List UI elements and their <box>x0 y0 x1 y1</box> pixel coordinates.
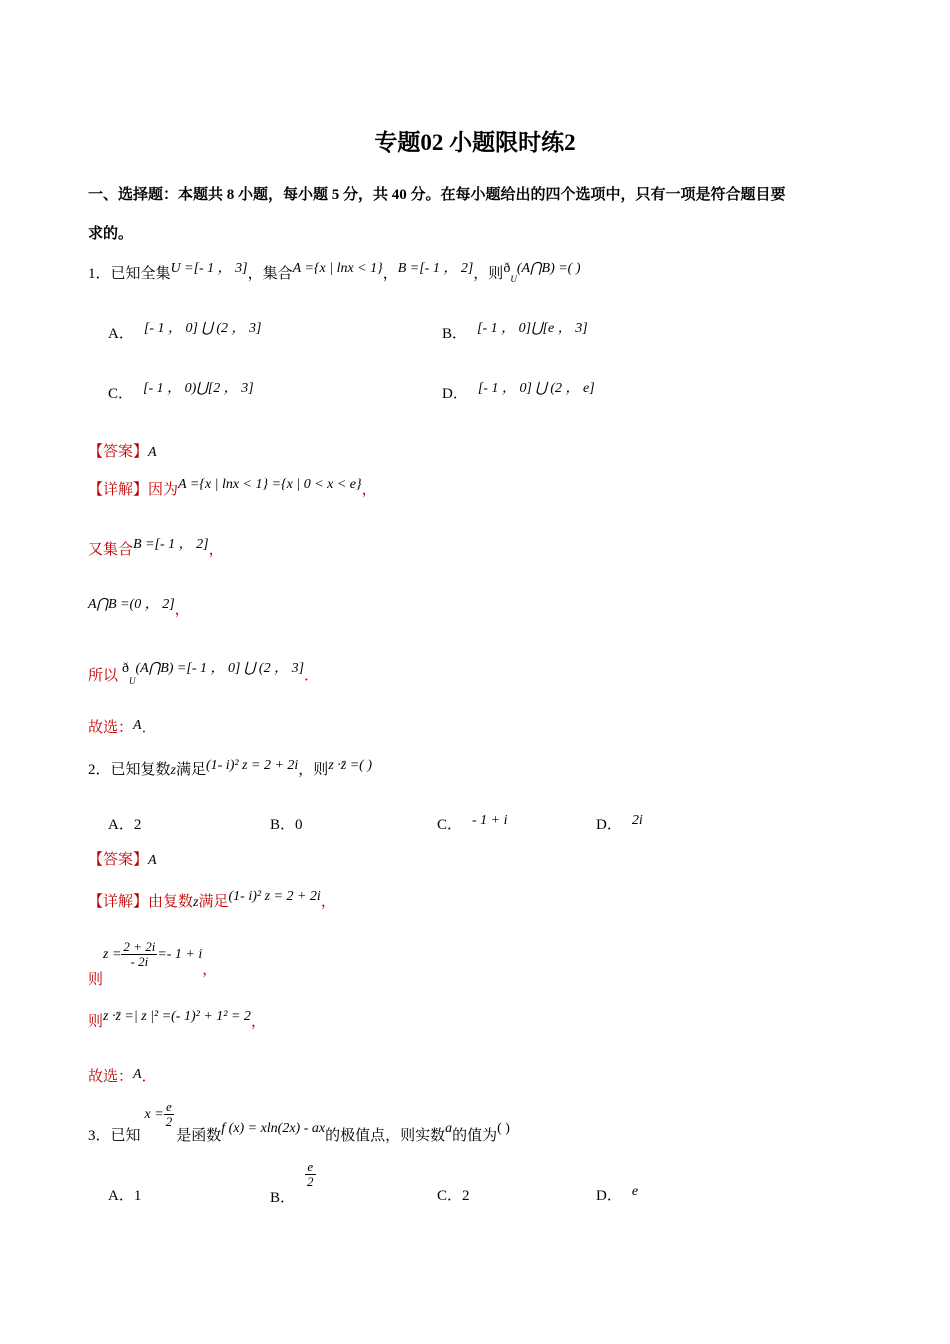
q1-b-set: B =[- 1 ， 2] <box>397 261 474 276</box>
complement-symbol: ð <box>122 661 130 676</box>
detail-label: 【详解】 <box>88 894 149 910</box>
q1-prefix: 1．已知全集 <box>88 266 171 282</box>
q2-detail-line3 <box>88 1010 266 1031</box>
fraction-denominator: - 2i <box>130 954 149 970</box>
fraction-numerator: e <box>305 1160 316 1175</box>
option-value: [- 1 ， 0)⋃[2 ， 3] <box>143 381 254 396</box>
q1-question-expr: (A⋂B) =( ) <box>516 261 581 276</box>
q3-mid1: 是函数 <box>176 1128 222 1145</box>
option-label: D． <box>442 386 468 402</box>
option-value: 2 <box>462 1188 470 1204</box>
answer-label: 【答案】 <box>88 852 149 868</box>
q2-option-b[interactable] <box>270 813 303 834</box>
complement-sub: U <box>129 676 136 686</box>
q3-function: f (x) = xln(2x) - ax <box>221 1121 326 1137</box>
q1-option-d[interactable] <box>442 382 595 403</box>
detail-text: 满足 <box>198 894 229 910</box>
q3-a: a <box>445 1121 453 1137</box>
conclusion-math: A <box>133 1067 142 1082</box>
q3-paren: ( ) <box>497 1121 510 1137</box>
q1-a-set: A ={x | lnx < 1} <box>292 261 383 276</box>
option-value: 2i <box>631 813 643 828</box>
detail-end: ， <box>250 1014 266 1030</box>
option-label: B． <box>442 326 468 342</box>
detail-math: z ·z̄ =| z |² =(- 1)² + 1² = 2 <box>103 1009 251 1024</box>
option-value: 2 <box>133 817 142 833</box>
conclusion-end: ． <box>141 1069 157 1085</box>
page-title: 专题02 小题限时练2 <box>374 130 576 155</box>
option-label: C． <box>437 817 463 833</box>
fraction-numerator: 2 + 2i <box>123 939 156 954</box>
option-value: e <box>631 1184 639 1199</box>
option-fraction <box>305 1160 316 1190</box>
q2-detail-line1 <box>88 890 336 911</box>
detail-end: ， <box>361 482 377 498</box>
option-label: A． <box>108 1188 134 1204</box>
detail-math: (A⋂B) =[- 1 ， 0] ⋃ (2 ， 3] <box>135 661 305 676</box>
detail-fraction <box>121 940 157 970</box>
detail-end: ， <box>174 602 190 618</box>
option-value: [- 1 ， 0] ⋃ (2 ， 3] <box>143 321 262 336</box>
q1-detail-line2 <box>88 538 224 559</box>
q3-prefix: 3．已知 <box>88 1128 141 1145</box>
q2-expr: z ·z̄ =( ) <box>328 758 372 773</box>
section-heading-line2: 求的。 <box>88 226 134 242</box>
detail-text: 则 <box>88 972 104 989</box>
q3-option-b[interactable] <box>270 1159 316 1207</box>
q1-complement-symbol: ð <box>503 261 511 276</box>
q2-detail-line2 <box>88 939 218 989</box>
detail-end: ， <box>320 894 336 910</box>
question-2-stem <box>88 758 372 779</box>
detail-text: 则 <box>88 1014 104 1030</box>
q1-option-c[interactable] <box>108 382 254 403</box>
q1-mid3: ，则 <box>473 266 504 282</box>
detail-text: 由复数 <box>148 894 194 910</box>
option-value: 0 <box>295 817 303 833</box>
conclusion-math: A <box>133 718 142 733</box>
question-1-stem <box>88 262 581 284</box>
q1-conclusion <box>88 716 157 737</box>
q2-answer <box>88 848 157 869</box>
answer-value: A <box>148 445 157 460</box>
option-value: 1 <box>133 1188 142 1204</box>
q1-answer <box>88 440 157 461</box>
option-label: C． <box>437 1188 463 1204</box>
option-label: D． <box>596 817 622 833</box>
q2-option-a[interactable] <box>108 813 141 834</box>
q2-conclusion <box>88 1065 157 1086</box>
fraction-numerator: e <box>164 1100 175 1115</box>
conclusion-text: 故选： <box>88 1069 134 1085</box>
q3-option-a[interactable] <box>108 1184 141 1205</box>
detail-z: z <box>193 895 199 910</box>
fraction-denominator: 2 <box>165 1114 173 1130</box>
answer-label: 【答案】 <box>88 444 149 460</box>
q2-option-c[interactable] <box>437 813 508 834</box>
q2-z: z <box>170 763 176 778</box>
q1-option-a[interactable] <box>108 322 262 343</box>
detail-text: 又集合 <box>88 542 134 558</box>
detail-end: ， <box>208 542 224 558</box>
detail-math: B =[- 1 ， 2] <box>133 537 209 552</box>
option-label: A． <box>108 326 134 342</box>
option-value: - 1 + i <box>472 813 508 828</box>
q2-mid1: 满足 <box>175 762 206 778</box>
q3-mid3: 的值为 <box>452 1128 498 1145</box>
conclusion-text: 故选： <box>88 720 134 736</box>
fraction-denominator: 2 <box>307 1174 314 1190</box>
q2-mid2: ，则 <box>298 762 329 778</box>
detail-end: ． <box>304 668 320 684</box>
option-value: [- 1 ， 0] ⋃ (2 ， e] <box>477 381 595 396</box>
q3-option-d[interactable] <box>596 1184 638 1205</box>
detail-math: A ={x | lnx < 1} ={x | 0 < x < e} <box>178 477 362 492</box>
q1-detail-line4 <box>88 661 320 686</box>
detail-math: (1- i)² z = 2 + 2i <box>228 889 321 904</box>
q3-mid2: 的极值点，则实数 <box>325 1128 446 1145</box>
q1-detail-line3 <box>88 598 190 619</box>
detail-end: ， <box>202 962 218 979</box>
q2-prefix: 2．已知复数 <box>88 762 171 778</box>
q3-option-c[interactable] <box>437 1184 470 1205</box>
detail-math-rhs: =- 1 + i <box>157 947 203 963</box>
q1-mid2: ， <box>382 266 398 282</box>
detail-math: A⋂B =(0 ， 2] <box>88 597 175 612</box>
answer-value: A <box>148 853 157 868</box>
section-heading-line1: 一、选择题：本题共 8 小题，每小题 5 分，共 40 分。在每小题给出的四个选项中，只有一项是符合题目要 <box>88 187 786 203</box>
detail-text: 因为 <box>148 482 179 498</box>
q2-condition: (1- i)² z = 2 + 2i <box>205 758 299 773</box>
conclusion-end: ． <box>141 720 157 736</box>
option-value: [- 1 ， 0]⋃[e ， 3] <box>477 321 588 336</box>
q3-x-fraction <box>164 1100 175 1130</box>
option-label: C． <box>108 386 134 402</box>
question-3-stem <box>88 1099 510 1145</box>
q1-mid1: ，集合 <box>247 266 293 282</box>
q1-detail-line1 <box>88 478 377 499</box>
q2-option-d[interactable] <box>596 813 643 834</box>
q1-complement-sub: U <box>510 274 517 284</box>
detail-label: 【详解】 <box>88 482 149 498</box>
option-label: B． <box>270 817 296 833</box>
option-label: B． <box>270 1190 296 1207</box>
option-label: A． <box>108 817 134 833</box>
detail-text: 所以 <box>88 668 119 684</box>
q1-u-set: U =[- 1 ， 3] <box>170 261 248 276</box>
q1-option-b[interactable] <box>442 322 588 343</box>
detail-math-lhs: z = <box>103 947 122 963</box>
q3-x-lhs: x = <box>144 1107 164 1123</box>
option-label: D． <box>596 1188 622 1204</box>
